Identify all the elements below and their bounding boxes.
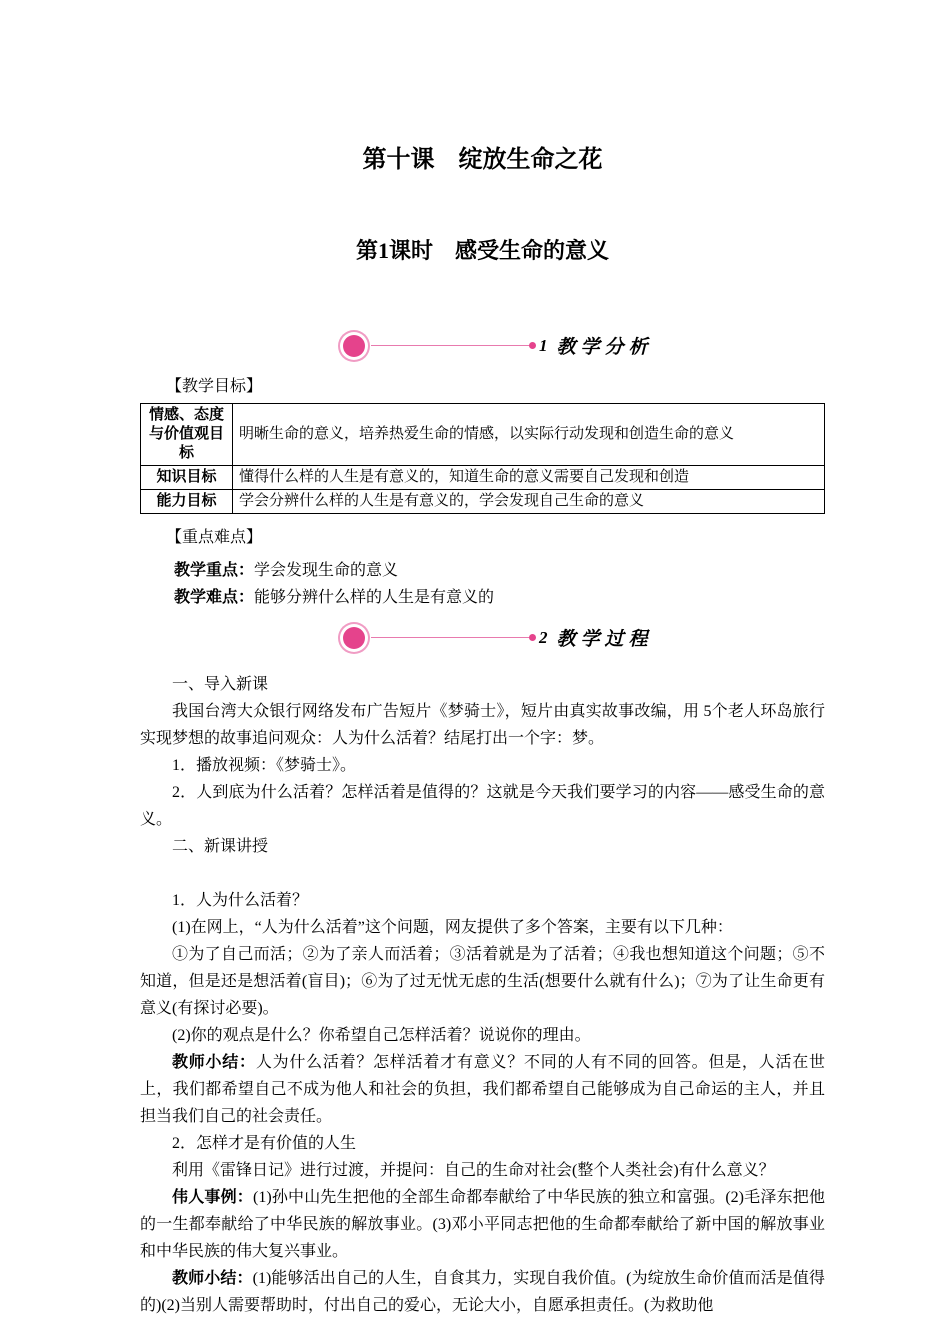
- objective-label: 知识目标: [141, 465, 233, 489]
- teaching-focus-line: [140, 557, 825, 584]
- objectives-table: [140, 403, 825, 514]
- section-number: 2: [539, 627, 548, 647]
- bullet-dot-icon: [529, 634, 536, 641]
- paragraph: 我国台湾大众银行网络发布广告短片《梦骑士》，短片由真实故事改编，用 5个老人环岛旅行实现梦想的故事追问观众：人为什么活着？结尾打出一个字：梦。: [140, 702, 825, 747]
- table-row: [141, 465, 825, 489]
- paragraph: (1)在网上，“人为什么活着”这个问题，网友提供了多个答案，主要有以下几种：: [172, 918, 733, 936]
- objective-content: 明晰生命的意义，培养热爱生命的情感，以实际行动发现和创造生命的意义: [233, 403, 825, 465]
- section-number: 1: [539, 335, 548, 355]
- paragraph: 1．播放视频：《梦骑士》。: [172, 756, 357, 774]
- section-marker-line: [371, 637, 529, 638]
- objective-content: 懂得什么样的人生是有意义的，知道生命的意义需要自己发现和创造: [233, 465, 825, 489]
- table-row: [141, 403, 825, 465]
- paragraph: ①为了自己而活；②为了亲人而活着；③活着就是为了活着；④我也想知道这个问题；⑤不知道，但是还是想活着(盲目)；⑥为了过无忧无虑的生活(想要什么就有什么)；⑦为了让生命更有意义(有探讨必要)。: [140, 945, 825, 1017]
- teaching-difficulty-text: 能够分辨什么样的人生是有意义的: [254, 588, 495, 606]
- lesson-body: [140, 671, 825, 1319]
- teaching-difficulty-label: 教学难点：: [174, 588, 255, 606]
- paragraph: 利用《雷锋日记》进行过渡，并提问：自己的生命对社会(整个人类社会)有什么意义？: [172, 1161, 775, 1179]
- table-row: [141, 489, 825, 513]
- section-label: 教学分析: [556, 337, 653, 358]
- paragraph: 1．人为什么活着？: [172, 891, 309, 909]
- section-label: 教学过程: [556, 629, 653, 650]
- section-marker-line: [371, 345, 529, 346]
- section-header-analysis: [140, 329, 825, 363]
- keypoints-heading: 【重点难点】: [166, 528, 263, 546]
- objective-label: 能力目标: [141, 489, 233, 513]
- objective-content: 学会分辨什么样的人生是有意义的，学会发现自己生命的意义: [233, 489, 825, 513]
- teaching-focus-text: 学会发现生命的意义: [254, 561, 399, 579]
- lesson-title: 第十课 绽放生命之花: [362, 147, 603, 173]
- paragraph: 2．怎样才是有价值的人生: [172, 1134, 357, 1152]
- paragraph: 2．人到底为什么活着？怎样活着是值得的？这就是今天我们要学习的内容——感受生命的意义。: [140, 783, 825, 828]
- paragraph: 教师小结：(1)能够活出自己的人生，自食其力，实现自我价值。(为绽放生命价值而活是值得的)(2)当别人需要帮助时，付出自己的爱心，无论大小，自愿承担责任。(为救助他: [140, 1269, 825, 1314]
- objective-label: 情感、态度与价值观目标: [141, 403, 233, 465]
- paragraph: 二、新课讲授: [172, 837, 269, 855]
- objectives-heading: 【教学目标】: [166, 377, 263, 395]
- bullet-dot-icon: [529, 342, 536, 349]
- section-header-process: [140, 621, 825, 655]
- teaching-focus-label: 教学重点：: [174, 561, 255, 579]
- teaching-difficulty-line: [140, 584, 825, 611]
- paragraph: 教师小结：人为什么活着？怎样活着才有意义？不同的人有不同的回答。但是，人活在世上，我们都希望自己不成为他人和社会的负担，我们都希望自己能够成为自己命运的主人，并且担当我们自己的社会责任。: [140, 1053, 825, 1125]
- paragraph: 一、导入新课: [172, 675, 269, 693]
- paragraph: 伟人事例：(1)孙中山先生把他的全部生命都奉献给了中华民族的独立和富强。(2)毛泽东把他的一生都奉献给了中华民族的解放事业。(3)邓小平同志把他的生命都奉献给了新中国的解放事业和中华民族的伟大复兴事业。: [140, 1188, 825, 1260]
- section-marker-circle-icon: [343, 627, 365, 649]
- paragraph: (2)你的观点是什么？你希望自己怎样活着？说说你的理由。: [172, 1026, 591, 1044]
- period-title: 第1课时 感受生命的意义: [355, 238, 609, 263]
- section-marker-circle-icon: [343, 335, 365, 357]
